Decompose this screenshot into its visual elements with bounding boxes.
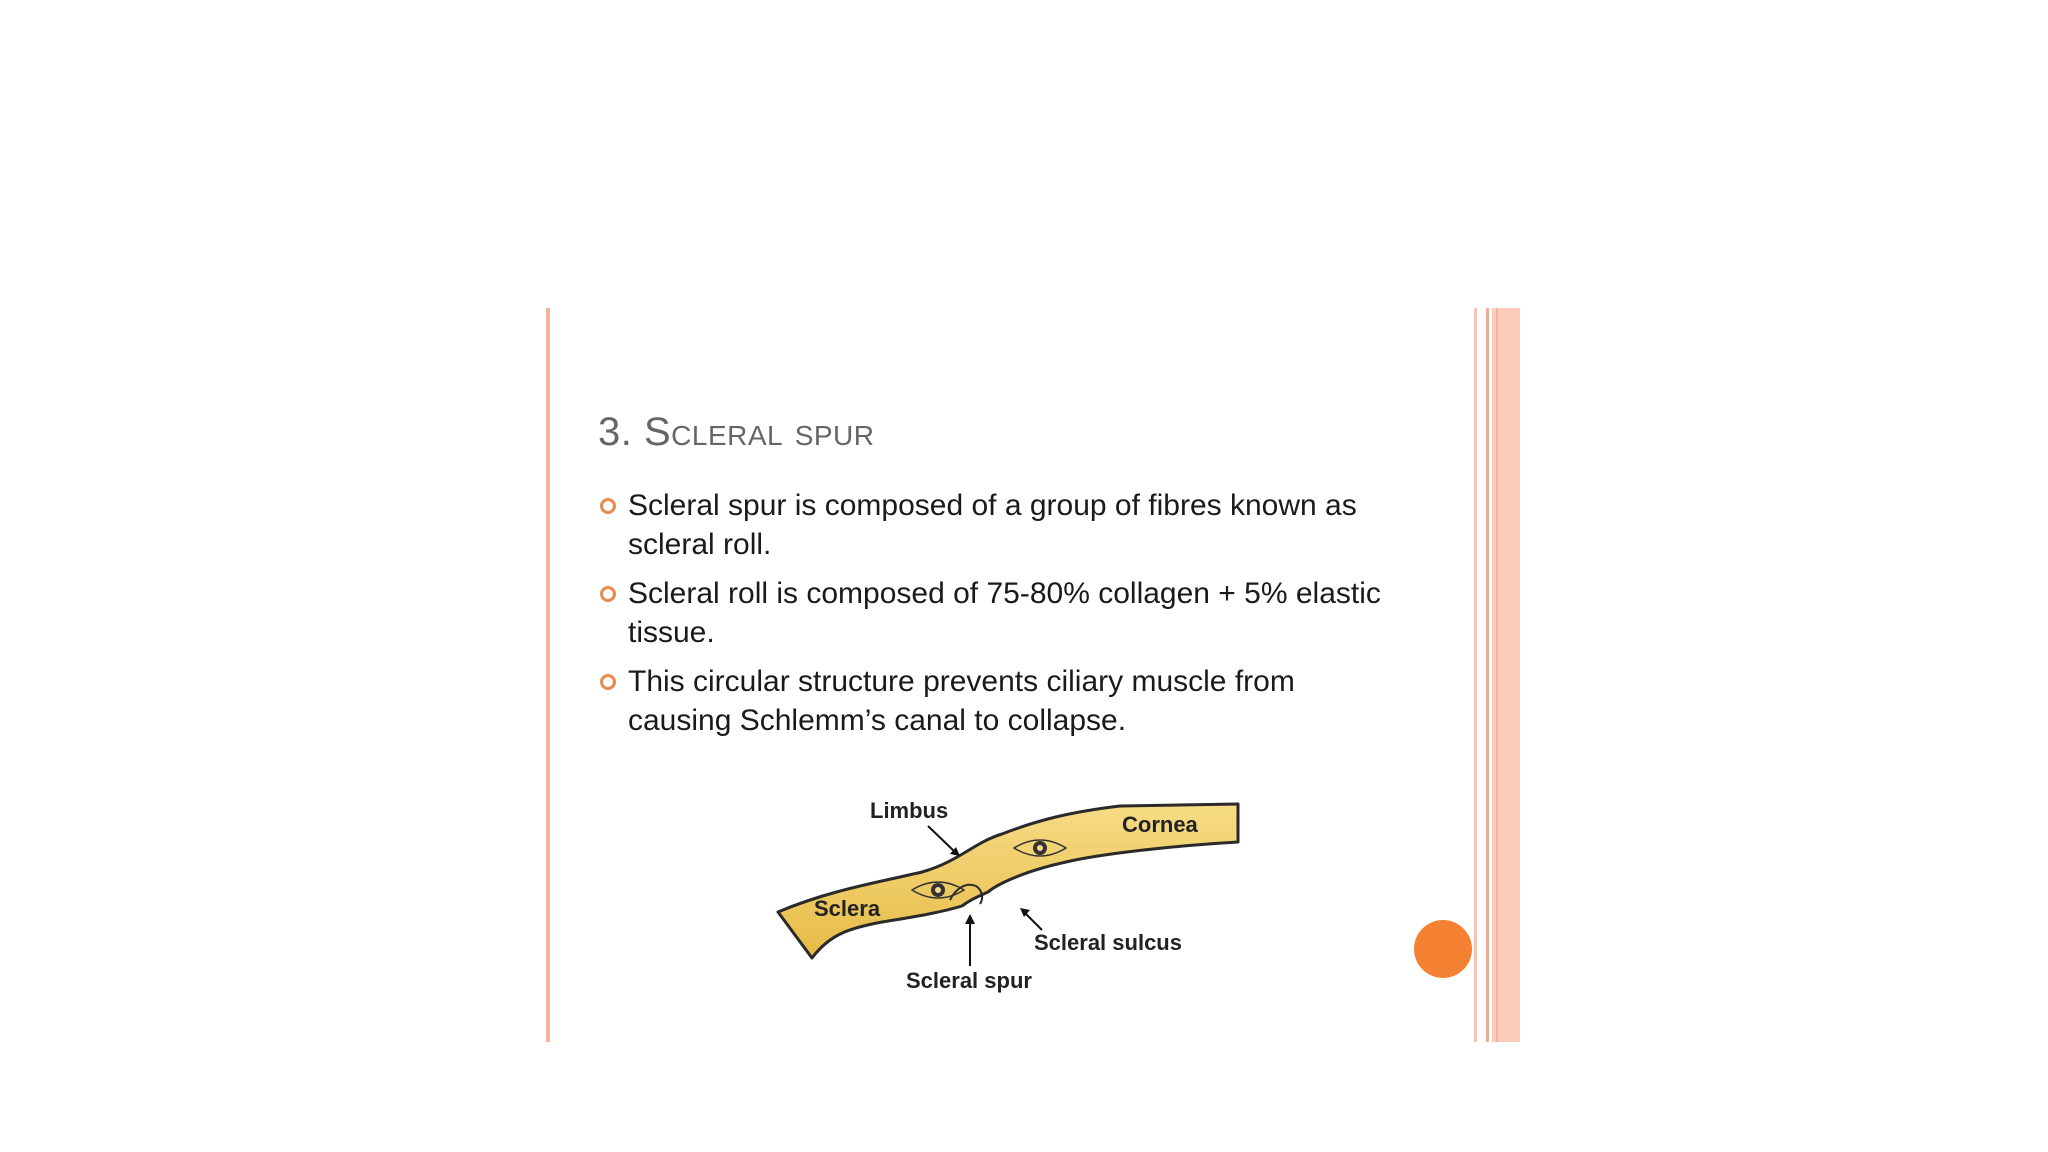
label-sclera: Sclera bbox=[814, 896, 881, 921]
bullet-circle-icon bbox=[600, 674, 616, 690]
label-scleral-spur: Scleral spur bbox=[906, 968, 1032, 993]
label-limbus: Limbus bbox=[870, 798, 949, 823]
arrow-sulcus-icon bbox=[1020, 908, 1042, 930]
right-border-thin-line bbox=[1474, 308, 1477, 1042]
bullet-list bbox=[598, 486, 1398, 750]
right-border-decoration bbox=[1474, 308, 1520, 1042]
label-cornea: Cornea bbox=[1122, 812, 1198, 837]
right-border-inner-line bbox=[1486, 308, 1489, 1042]
label-scleral-sulcus: Scleral sulcus bbox=[1034, 930, 1182, 955]
bullet-item bbox=[598, 574, 1398, 652]
bullet-item bbox=[598, 662, 1398, 740]
bullet-item bbox=[598, 486, 1398, 564]
orange-dot-decoration bbox=[1414, 920, 1472, 978]
bullet-text: This circular structure prevents ciliary muscle from causing Schlemm’s canal to collapse. bbox=[628, 665, 1295, 737]
arrow-spur-icon bbox=[965, 914, 975, 966]
slide-title: 3. Scleral spur bbox=[598, 410, 875, 454]
bullet-text: Scleral roll is composed of 75-80% collagen + 5% elastic tissue. bbox=[628, 577, 1381, 649]
scleral-spur-diagram bbox=[770, 790, 1240, 1000]
arrow-limbus-icon bbox=[928, 826, 960, 856]
bullet-text: Scleral spur is composed of a group of fibres known as scleral roll. bbox=[628, 489, 1357, 561]
bullet-circle-icon bbox=[600, 586, 616, 602]
right-border-band-line bbox=[1496, 308, 1498, 1042]
left-border-line bbox=[546, 308, 550, 1042]
bullet-circle-icon bbox=[600, 498, 616, 514]
